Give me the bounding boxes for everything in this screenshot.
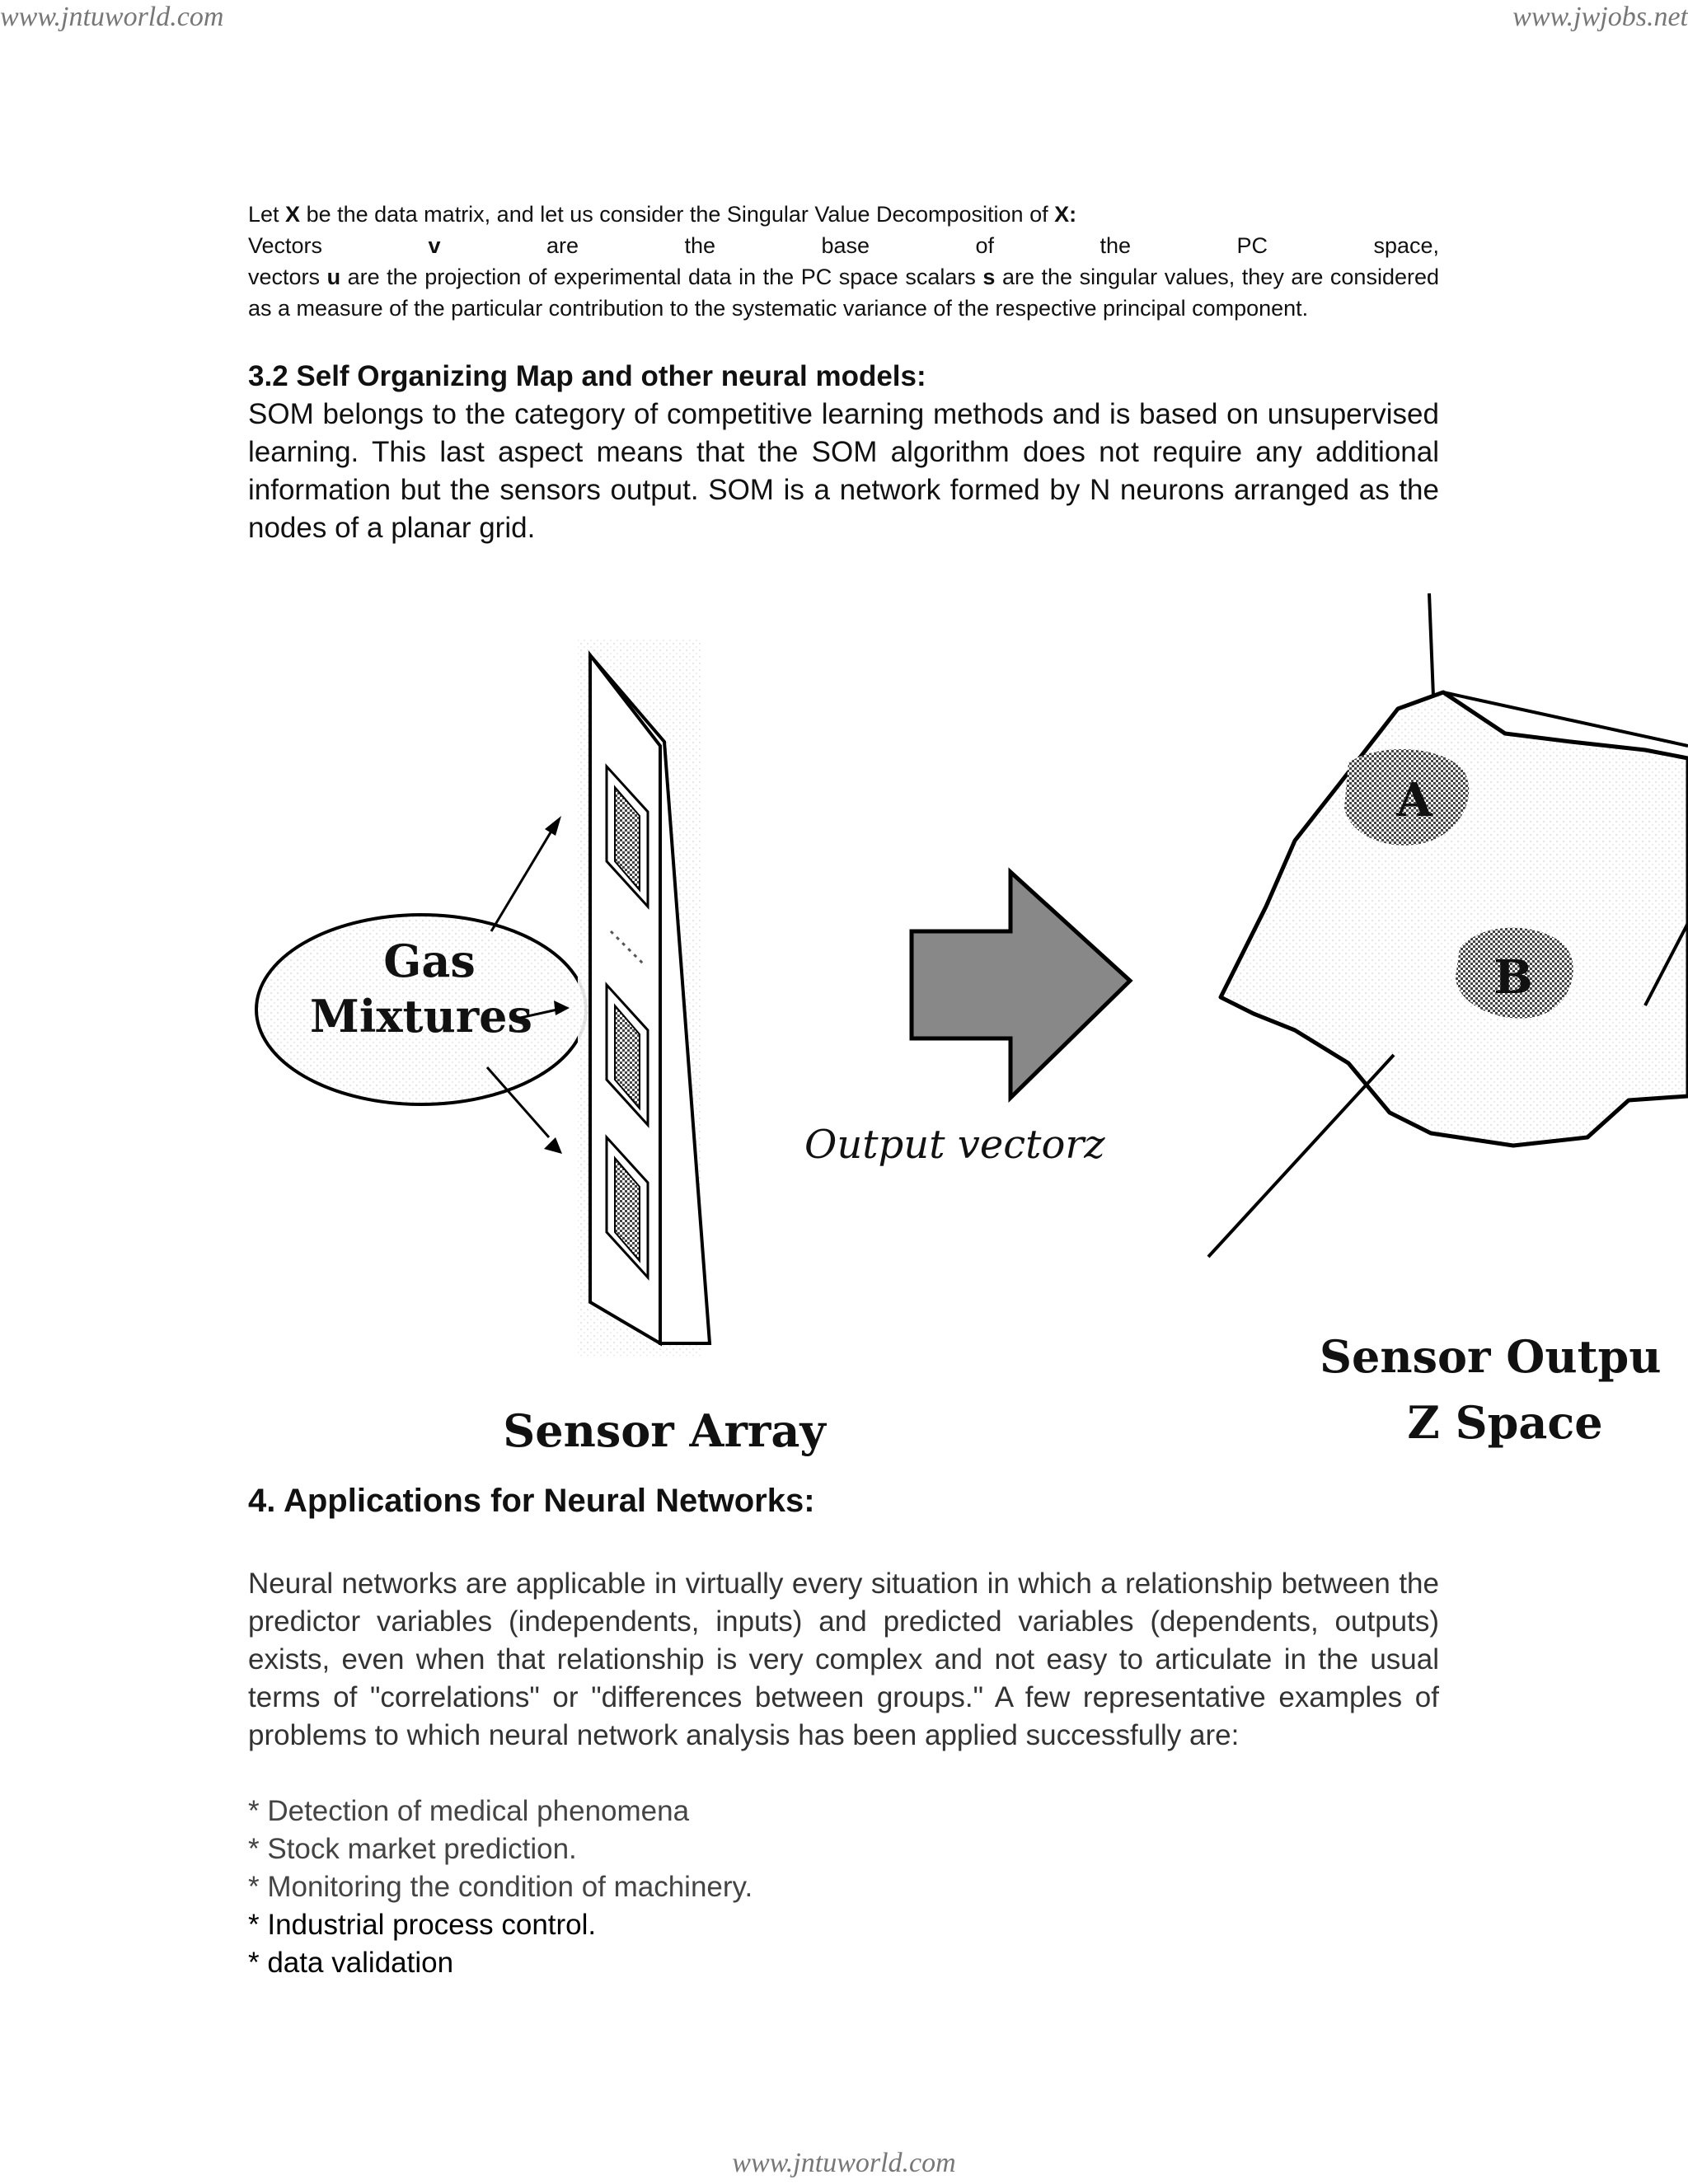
- watermark-top-left: www.jntuworld.com: [0, 2, 224, 32]
- cluster-a-label: A: [1396, 773, 1432, 827]
- section-4-body: Neural networks are applicable in virtually every situation in which a relationship between the predictor variables (independents, inputs) and predicted variables (dependents, outputs) exists, even when that relationship is very complex and not easy to articulate in the usual terms of "correlations" or "differences between groups." A few representative examples of problems to which neural network analysis has been applied successfully are:: [248, 1568, 1439, 1751]
- gas-label-line2: Mixtures: [310, 990, 532, 1043]
- gas-label-line1: Gas: [383, 935, 476, 987]
- gas-arrow-upper-head: [545, 816, 561, 836]
- z-axis-diagonal: [1208, 1055, 1394, 1257]
- sensor-output-label-line1: Sensor Outpu: [1320, 1330, 1662, 1383]
- section-4-heading: 4. Applications for Neural Networks:: [248, 1483, 815, 1519]
- z-space-surface: [1221, 692, 1688, 1146]
- sensor-array-label: Sensor Array: [503, 1404, 826, 1457]
- section-3-2-body: SOM belongs to the category of competitive learning methods and is based on unsupervised learning. This last aspect means that the SOM algorithm does not require any additional information but the sensors output. SOM is a network formed by N neurons arranged as the nodes of a planar grid.: [248, 398, 1439, 544]
- list-item: * Industrial process control.: [248, 1909, 597, 1941]
- watermark-bottom: www.jntuworld.com: [732, 2148, 956, 2178]
- gas-arrow-lower-head: [544, 1137, 562, 1154]
- gas-arrow-upper: [491, 828, 553, 931]
- svd-intro: Let X be the data matrix, and let us consider the Singular Value Decomposition of X:: [248, 202, 1077, 227]
- list-item: * Stock market prediction.: [248, 1833, 577, 1865]
- som-diagram: [244, 577, 1688, 1467]
- watermark-top-right: www.jwjobs.net: [1512, 2, 1688, 32]
- applications-list: [248, 1793, 1439, 1982]
- svd-paragraph: [248, 199, 1439, 324]
- list-item: * data validation: [248, 1947, 454, 1979]
- output-arrow: [912, 872, 1130, 1098]
- list-item: * Monitoring the condition of machinery.: [248, 1871, 753, 1903]
- svd-description: vectors u are the projection of experimental data in the PC space scalars s are the singular values, they are considered as a measure of the particular contribution to the systematic variance of the respective principal component.: [248, 265, 1439, 321]
- section-3-2: [248, 354, 1439, 547]
- list-item: * Detection of medical phenomena: [248, 1795, 690, 1827]
- section-4: [248, 1479, 1439, 1982]
- svd-vectors-line: Vectors v are the base of the PC space,: [248, 233, 1439, 258]
- cluster-b-label: B: [1493, 950, 1533, 1005]
- output-vector-label: Output vectorz: [804, 1122, 1105, 1168]
- sensor-output-label-line2: Z Space: [1407, 1396, 1603, 1449]
- z-axis-vertical: [1429, 593, 1433, 696]
- section-3-2-heading: 3.2 Self Organizing Map and other neural models:: [248, 360, 926, 392]
